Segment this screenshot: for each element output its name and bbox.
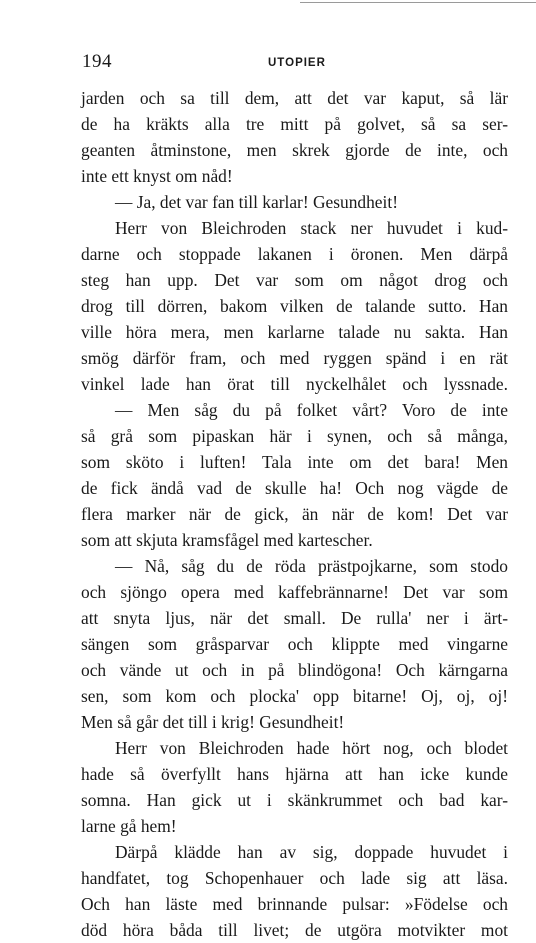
text-line: Herr von Bleichroden hade hört nog, och blodet xyxy=(115,738,508,758)
text-line: smög därför fram, och med ryggen spänd i en rät xyxy=(81,348,508,368)
text-line: och vände ut och in på blindögona! Och kärngarna xyxy=(81,660,508,680)
text-line: Därpå klädde han av sig, doppade huvudet i xyxy=(115,842,508,862)
text-line: inte ett knyst om nåd! xyxy=(81,166,233,186)
text-line: steg han upp. Det var som om något drog och xyxy=(81,270,508,290)
text-line: sängen som gråsparvar och klippte med vingarne xyxy=(81,634,508,654)
text-line: larne gå hem! xyxy=(81,816,177,836)
text-line: — Nå, såg du de röda prästpojkarne, som stodo xyxy=(115,556,508,576)
text-line: Herr von Bleichroden stack ner huvudet i kud- xyxy=(115,218,508,238)
text-line: Men så går det till i krig! Gesundheit! xyxy=(81,712,345,732)
text-line: hade så överfyllt hans hjärna att han icke kunde xyxy=(81,764,508,784)
text-line: att snyta ljus, när det small. De rulla' ner i ärt- xyxy=(81,608,508,628)
text-line: Och han läste med brinnande pulsar: »Födelse och xyxy=(81,894,508,914)
text-line: somna. Han gick ut i skänkrummet och bad kar- xyxy=(81,790,508,810)
text-line: jarden och sa till dem, att det var kaput, så lär xyxy=(81,88,508,108)
page-number: 194 xyxy=(82,51,112,72)
text-line: som sköto i luften! Tala inte om det bara! Men xyxy=(81,452,508,472)
text-line: de ha kräkts alla tre mitt på golvet, så sa ser- xyxy=(81,114,508,134)
body-text xyxy=(81,85,508,943)
text-line: död höra båda till livet; de utgöra motvikter mot xyxy=(81,920,508,940)
text-line: sen, som kom och plocka' opp bitarne! Oj, oj, oj! xyxy=(81,686,508,706)
text-line: drog till dörren, bakom vilken de talande sutto. Han xyxy=(81,296,508,316)
text-line: geanten åtminstone, men skrek gjorde de inte, och xyxy=(81,140,508,160)
text-line: vinkel lade han örat till nyckelhålet och lyssnade. xyxy=(81,374,508,394)
text-line: och sjöngo opera med kaffebrännarne! Det var som xyxy=(81,582,508,602)
text-line: — Men såg du på folket vårt? Voro de inte xyxy=(115,400,508,420)
text-line: så grå som pipaskan här i synen, och så många, xyxy=(81,426,508,446)
text-line: darne och stoppade lakanen i öronen. Men därpå xyxy=(81,244,508,264)
running-header xyxy=(0,50,536,74)
text-line: ville höra mera, men karlarne talade nu sakta. Han xyxy=(81,322,508,342)
text-line: flera marker när de gick, än när de kom! Det var xyxy=(81,504,508,524)
text-line: de fick ändå vad de skulle ha! Och nog vägde de xyxy=(81,478,508,498)
text-line: som att skjuta kramsfågel med kartescher. xyxy=(81,530,373,550)
text-line: — Ja, det var fan till karlar! Gesundheit! xyxy=(115,192,398,212)
text-line: handfatet, tog Schopenhauer och lade sig att läsa. xyxy=(81,868,508,888)
running-title: UTOPIER xyxy=(268,57,326,69)
